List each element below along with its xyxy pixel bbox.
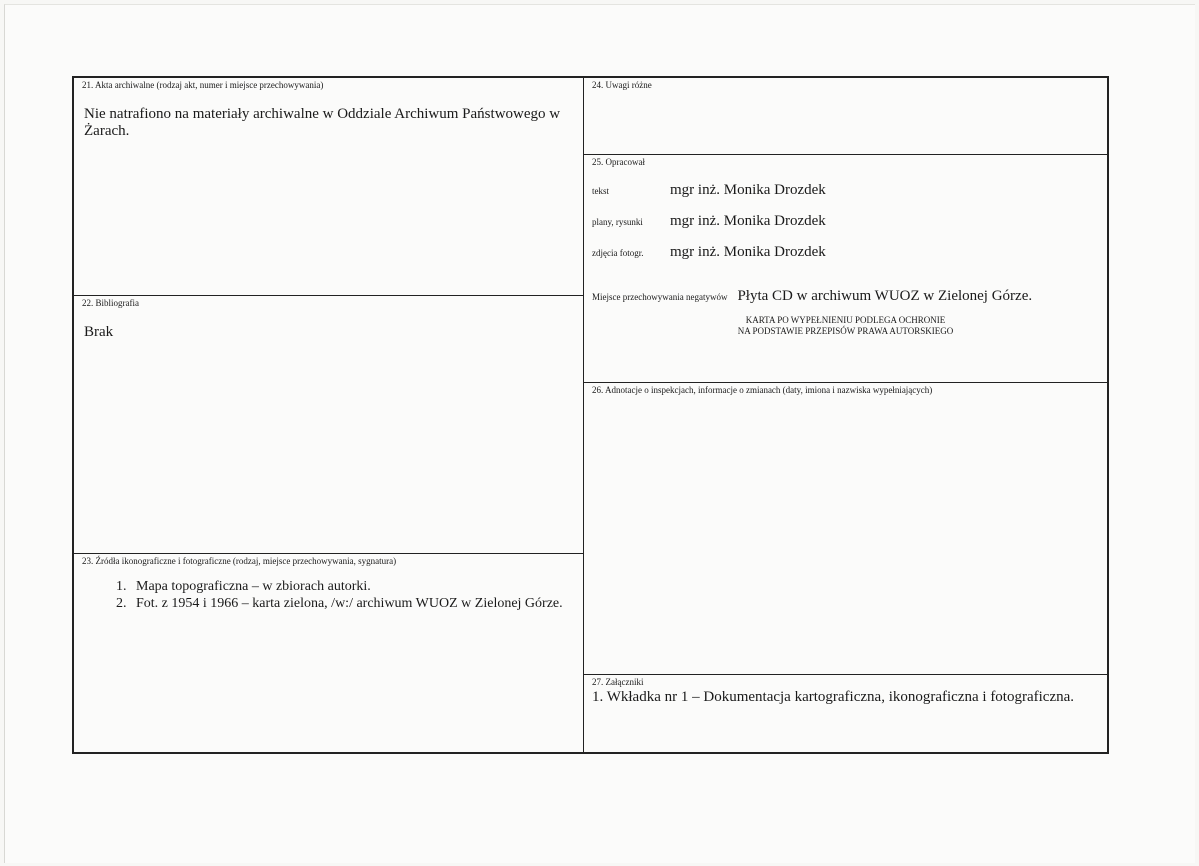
prepared-by-row-photos	[592, 243, 826, 261]
section-27-label: 27. Załączniki	[592, 677, 644, 687]
negatives-value: Płyta CD w archiwum WUOZ w Zielonej Górze.	[737, 288, 1033, 304]
section-23-list	[98, 578, 563, 612]
section-24-label: 24. Uwagi różne	[592, 80, 652, 90]
section-27-text: 1. Wkładka nr 1 – Dokumentacja kartograficzna, ikonograficzna i fotograficzna.	[592, 689, 1075, 705]
negatives-location-row	[592, 287, 1032, 305]
row-key: zdjęcia fotogr.	[592, 248, 644, 258]
section-23-label: 23. Źródła ikonograficzne i fotograficzne (rodzaj, miejsce przechowywania, sygnatura)	[82, 556, 397, 566]
section-21-archival-records	[73, 77, 584, 296]
section-21-text: Nie natrafiono na materiały archiwalne w Oddziale Archiwum Państwowego w Żarach.	[84, 106, 561, 139]
section-26-label: 26. Adnotacje o inspekcjach, informacje o zmianach (daty, imiona i nazwiska wypełniających)	[592, 385, 933, 395]
section-26-inspection-notes	[583, 382, 1108, 675]
copyright-note-line-2: NA PODSTAWIE PRZEPISÓW PRAWA AUTORSKIEGO	[737, 326, 954, 336]
list-item: 1. Mapa topograficzna – w zbiorach autorki.	[130, 578, 563, 595]
section-24-remarks	[583, 77, 1108, 155]
row-value: mgr inż. Monika Drozdek	[670, 213, 826, 229]
list-item: 2. Fot. z 1954 i 1966 – karta zielona, /w:/ archiwum WUOZ w Zielonej Górze.	[130, 595, 563, 612]
copyright-note-line-1: KARTA PO WYPEŁNIENIU PODLEGA OCHRONIE	[745, 315, 946, 325]
section-21-label: 21. Akta archiwalne (rodzaj akt, numer i miejsce przechowywania)	[82, 80, 324, 90]
prepared-by-row-text	[592, 181, 826, 199]
section-25-prepared-by	[583, 154, 1108, 383]
section-25-label: 25. Opracował	[592, 157, 645, 167]
row-value: mgr inż. Monika Drozdek	[670, 182, 826, 198]
section-22-bibliography	[73, 295, 584, 554]
prepared-by-row-plans	[592, 212, 826, 230]
row-value: mgr inż. Monika Drozdek	[670, 244, 826, 260]
record-card-form	[72, 76, 1109, 754]
section-22-text: Brak	[84, 324, 114, 340]
section-22-label: 22. Bibliografia	[82, 298, 139, 308]
row-key: plany, rysunki	[592, 217, 643, 227]
negatives-label: Miejsce przechowywania negatywów	[592, 292, 728, 302]
row-key: tekst	[592, 186, 609, 196]
section-23-iconographic-sources	[73, 553, 584, 753]
section-27-attachments	[583, 674, 1108, 753]
